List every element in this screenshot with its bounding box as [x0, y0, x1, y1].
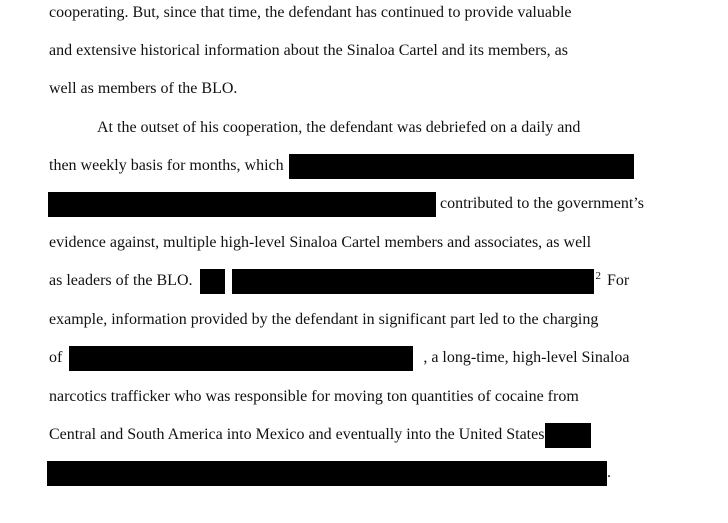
text-line-3: [49, 77, 673, 101]
text-line-2: [49, 39, 673, 63]
redaction-bar: [69, 346, 413, 371]
line-text: .: [607, 464, 611, 481]
line-text: For: [607, 272, 630, 289]
line-text: and extensive historical information about the Sinaloa Cartel and its members, as: [49, 42, 568, 59]
redaction-bar: [48, 192, 436, 217]
line-text: evidence against, multiple high-level Sinaloa Cartel members and associates, as well: [49, 234, 592, 251]
line-text: of: [49, 349, 63, 366]
text-line-4: [97, 116, 673, 140]
redaction-bar: [232, 269, 594, 294]
line-text: then weekly basis for months, which: [49, 157, 284, 174]
line-text: example, information provided by the defendant in significant part led to the charging: [49, 311, 599, 328]
text-line-10: [49, 346, 673, 370]
text-line-13: [47, 461, 673, 485]
footnote-marker[interactable]: 2: [595, 270, 602, 282]
line-text: well as members of the BLO.: [49, 80, 238, 97]
text-line-5: [49, 154, 673, 178]
redaction-bar: [289, 154, 634, 179]
line-text: contributed to the government’s: [440, 195, 644, 212]
text-line-8: [49, 269, 673, 293]
text-line-6: [48, 192, 673, 216]
line-text: cooperating. But, since that time, the defendant has continued to provide valuable: [49, 4, 572, 21]
text-line-1: [49, 1, 673, 25]
line-text: At the outset of his cooperation, the defendant was debriefed on a daily and: [97, 119, 581, 136]
line-text: narcotics trafficker who was responsible for moving ton quantities of cocaine from: [49, 388, 579, 405]
redaction-bar: [200, 269, 225, 294]
line-text: Central and South America into Mexico and eventually into the United States: [49, 426, 545, 443]
text-line-9: [49, 308, 673, 332]
text-line-11: [49, 385, 673, 409]
line-text: , a long-time, high-level Sinaloa: [423, 349, 630, 366]
line-text: as leaders of the BLO.: [49, 272, 193, 289]
text-line-7: [49, 231, 673, 255]
text-line-12: [49, 423, 673, 447]
redaction-bar: [47, 461, 607, 486]
redaction-bar: [545, 423, 591, 448]
